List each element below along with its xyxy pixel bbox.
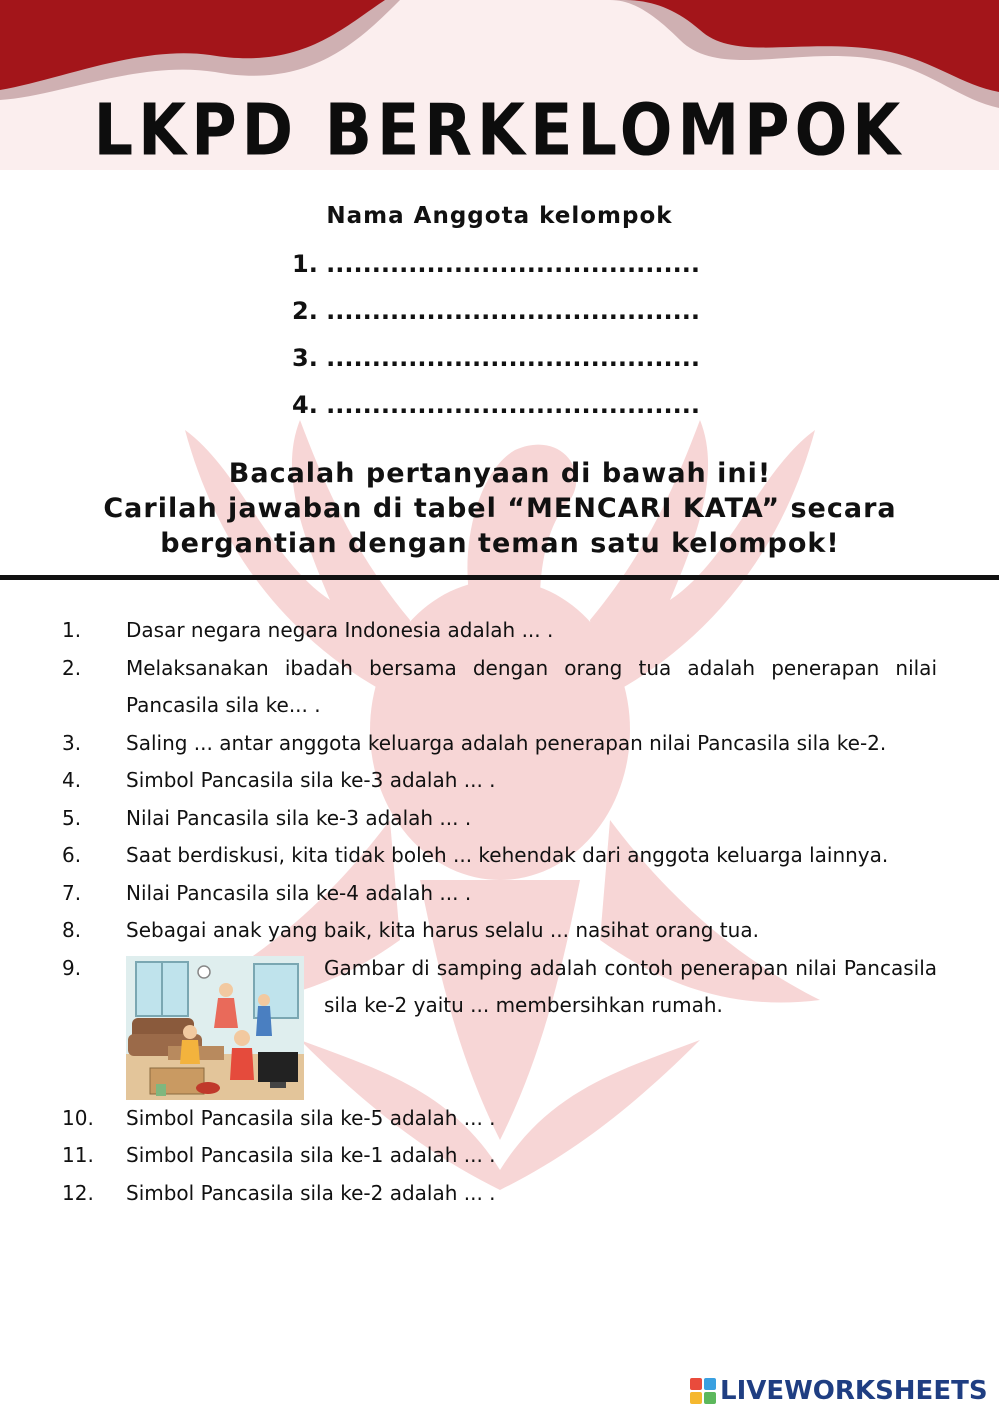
question-text: Saat berdiskusi, kita tidak boleh ... kehendak dari anggota keluarga lainnya. — [126, 843, 889, 867]
question-text: Sebagai anak yang baik, kita harus selalu ... nasihat orang tua. — [126, 918, 759, 942]
instructions — [60, 456, 940, 561]
question-number: 1. — [62, 618, 82, 642]
liveworksheets-logo-icon — [690, 1378, 716, 1404]
question-text: Simbol Pancasila sila ke-2 adalah ... . — [126, 1180, 496, 1205]
question-item — [62, 1137, 937, 1175]
question-text: Simbol Pancasila sila ke-1 adalah ... . — [126, 1143, 496, 1167]
question-item — [62, 762, 937, 800]
question-number: 3. — [62, 730, 82, 755]
member-line-2[interactable]: 2. ......................................... — [292, 297, 700, 325]
member-line-4[interactable]: 4. ......................................... — [292, 391, 700, 419]
question-text: Dasar negara negara Indonesia adalah ... . — [126, 618, 554, 642]
divider — [0, 575, 999, 580]
question-number: 9. — [62, 955, 82, 980]
question-text: Saling ... antar anggota keluarga adalah penerapan nilai Pancasila sila ke-2. — [126, 730, 887, 755]
question-number: 6. — [62, 843, 82, 867]
question-item-with-image — [62, 950, 937, 1100]
liveworksheets-logo-text: LIVEWORKSHEETS — [720, 1376, 988, 1406]
question-number: 7. — [62, 880, 82, 905]
question-item — [62, 875, 937, 913]
instruction-line-3: bergantian dengan teman satu kelompok! — [160, 528, 840, 559]
member-line-1[interactable]: 1. ......................................... — [292, 250, 700, 278]
instruction-line-2: Carilah jawaban di tabel “MENCARI KATA” secara — [103, 493, 897, 524]
family-cleaning-illustration — [126, 956, 304, 1100]
question-number: 12. — [62, 1180, 94, 1205]
question-number: 10. — [62, 1105, 94, 1130]
question-item — [62, 912, 937, 950]
question-item — [62, 650, 937, 725]
question-text: Melaksanakan ibadah bersama dengan orang tua adalah penerapan nilai Pancasila sila ke... . — [126, 655, 937, 717]
question-text: Nilai Pancasila sila ke-3 adalah ... . — [126, 805, 472, 830]
question-text: Nilai Pancasila sila ke-4 adalah ... . — [126, 880, 472, 905]
question-item — [62, 725, 937, 763]
question-item — [62, 1100, 937, 1138]
question-item — [62, 612, 937, 650]
question-number: 8. — [62, 918, 82, 942]
question-list — [62, 612, 937, 1212]
question-item — [62, 800, 937, 838]
question-text: Gambar di samping adalah contoh penerapan nilai Pancasila sila ke-2 yaitu ... membersihkan rumah. — [324, 955, 937, 1017]
member-list — [292, 250, 712, 438]
question-item — [62, 1175, 937, 1213]
worksheet-title: LKPD BERKELOMPOK — [93, 88, 906, 172]
question-number: 4. — [62, 768, 82, 792]
question-item — [62, 837, 937, 875]
question-number: 5. — [62, 805, 82, 830]
member-line-3[interactable]: 3. ......................................... — [292, 344, 700, 372]
question-text: Simbol Pancasila sila ke-5 adalah ... . — [126, 1105, 496, 1130]
question-number: 11. — [62, 1143, 94, 1167]
instruction-line-1: Bacalah pertanyaan di bawah ini! — [228, 458, 772, 489]
question-number: 2. — [62, 655, 82, 680]
liveworksheets-logo[interactable] — [690, 1374, 988, 1408]
question-text: Simbol Pancasila sila ke-3 adalah ... . — [126, 768, 496, 792]
members-heading: Nama Anggota kelompok — [326, 203, 673, 229]
